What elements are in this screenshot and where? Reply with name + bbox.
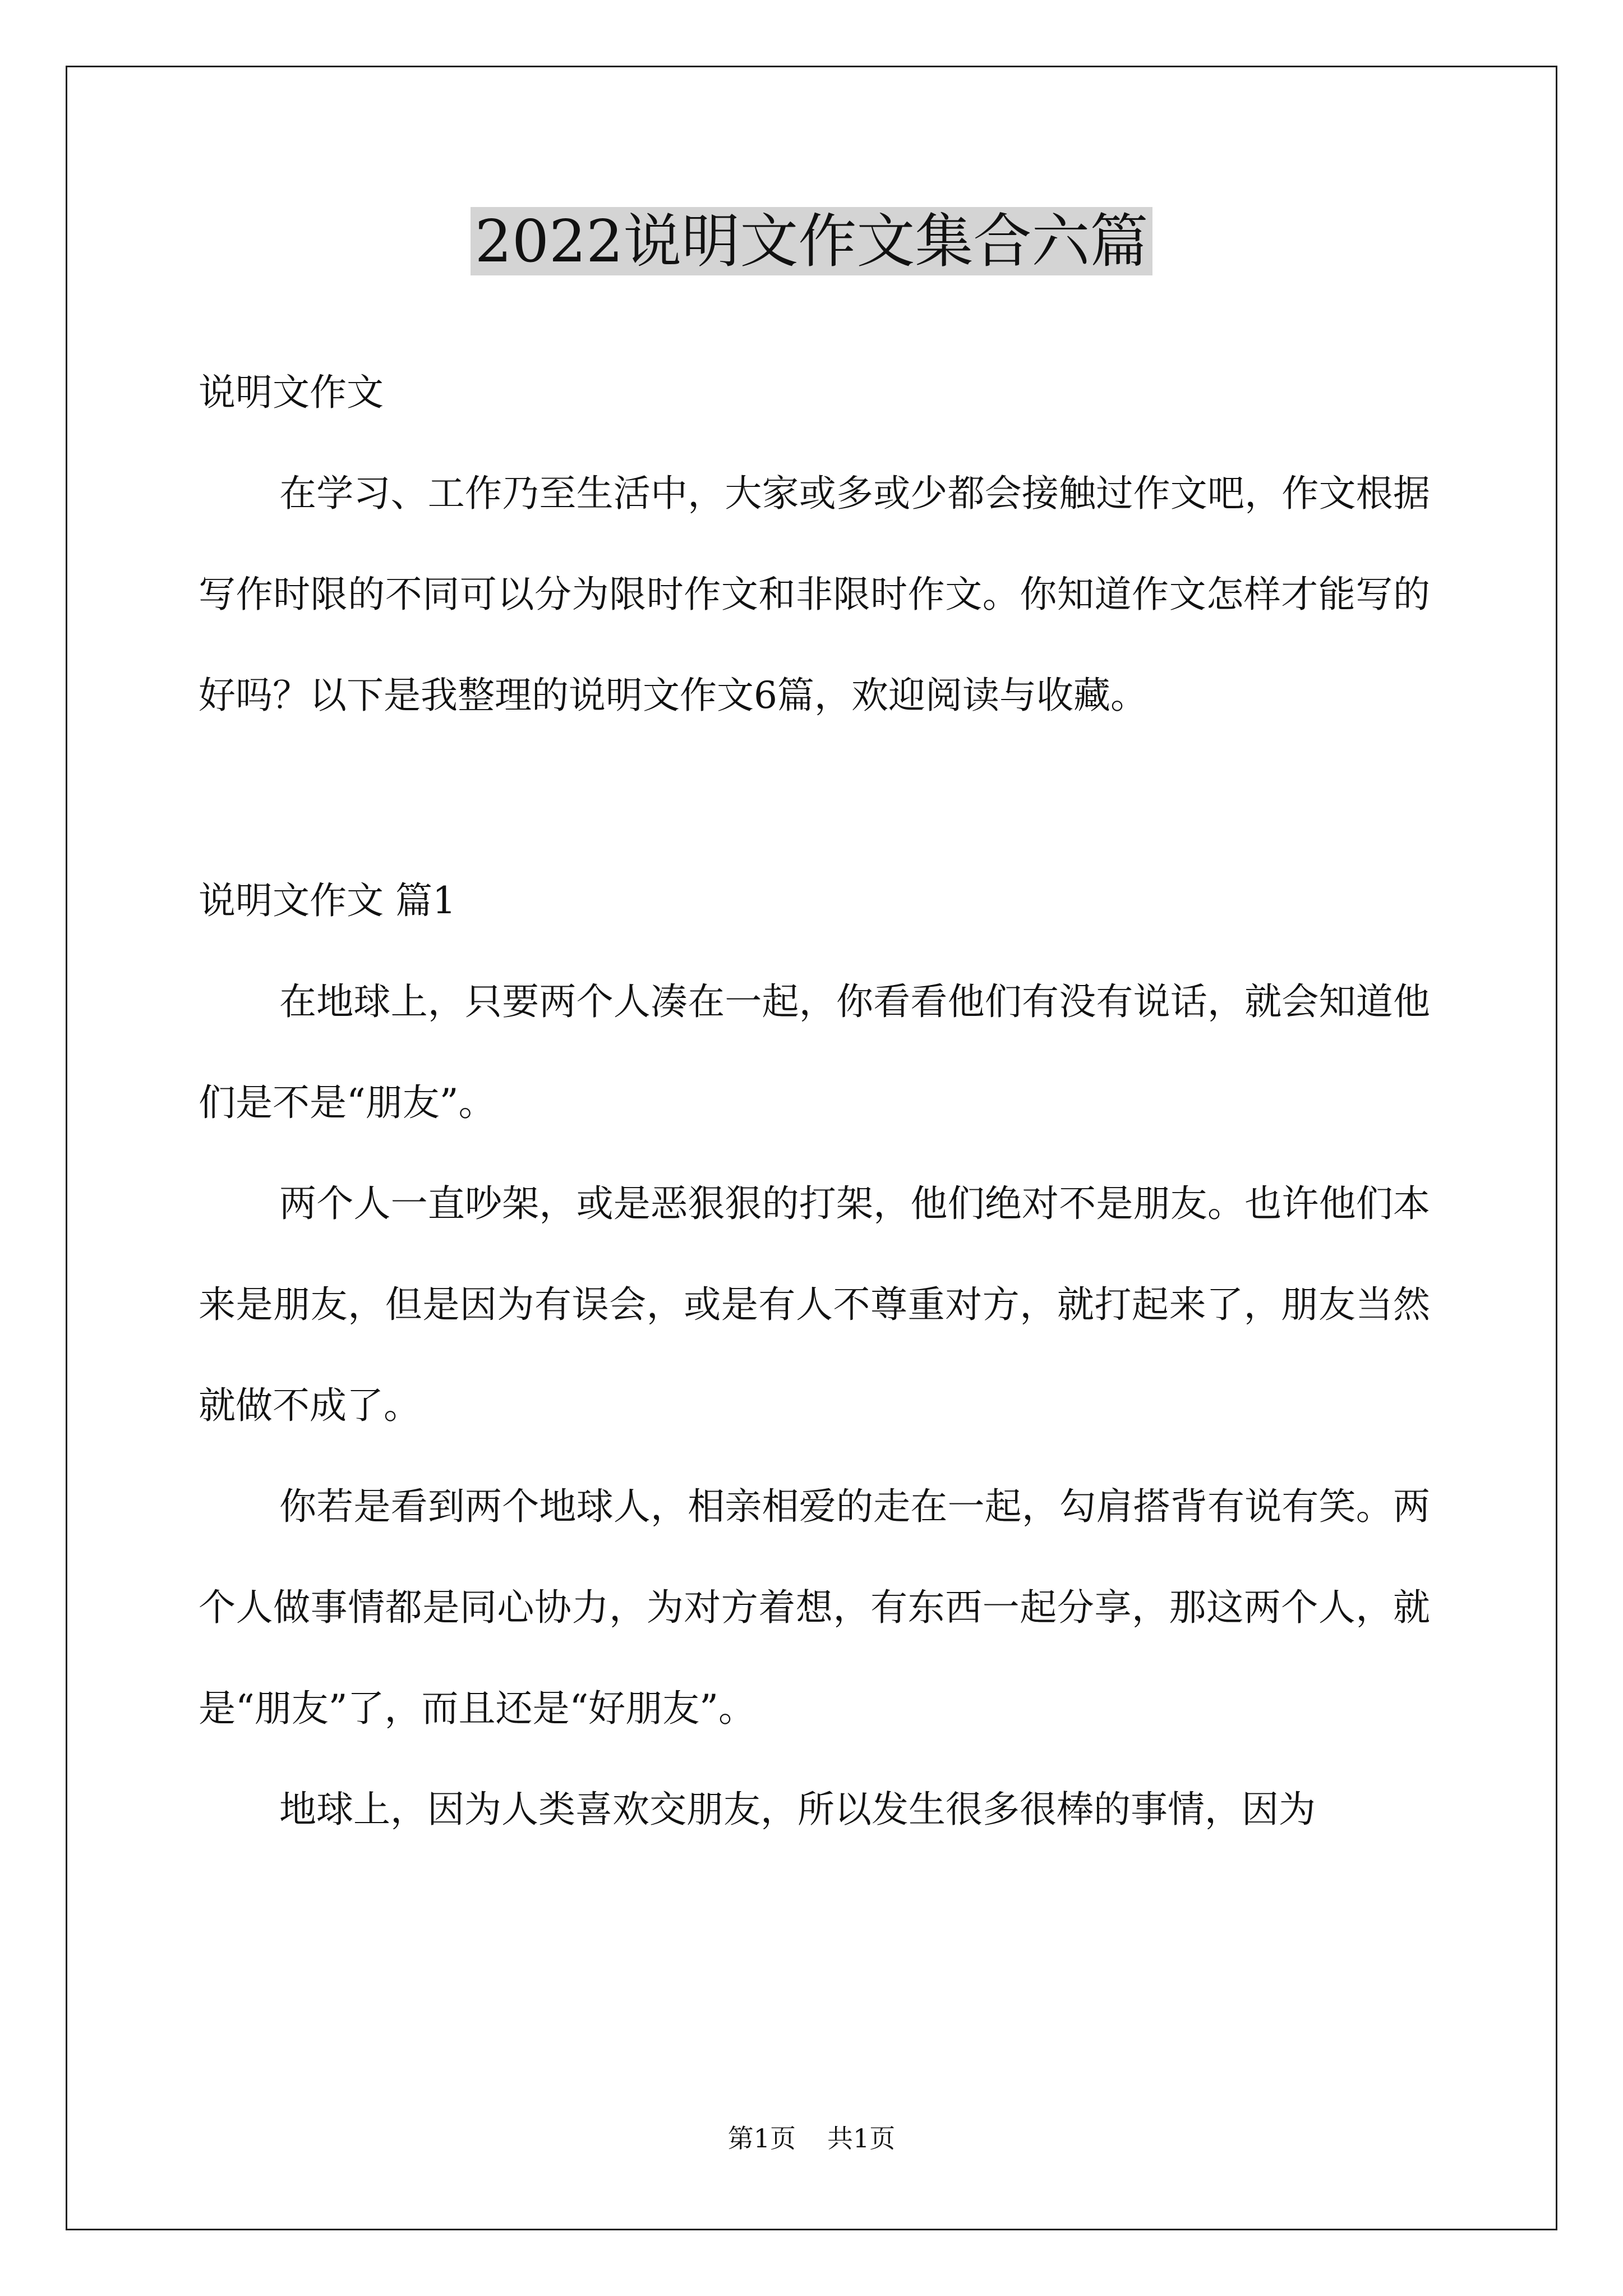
- page-footer: [0, 2122, 1623, 2155]
- section-heading: 说明文作文 篇1: [199, 879, 456, 922]
- page-number-total: 共1页: [827, 2123, 896, 2154]
- intro-paragraph: 在学习、工作乃至生活中，大家或多或少都会接触过作文吧，作文根据写作时限的不同可以分为限时作文和非限时作文。你知道作文怎样才能写的好吗？以下是我整理的说明文作文6篇，欢迎阅读与收藏。: [199, 472, 1430, 717]
- document-body: [199, 342, 1430, 1860]
- page-number-current: 第1页: [727, 2123, 796, 2154]
- body-paragraph: 在地球上，只要两个人凑在一起，你看看他们有没有说话，就会知道他们是不是“朋友”。: [199, 980, 1430, 1124]
- document-title-text: 2022说明文作文集合六篇: [471, 207, 1153, 275]
- body-paragraph: 地球上，因为人类喜欢交朋友，所以发生很多很棒的事情，因为: [279, 1788, 1316, 1831]
- body-paragraph: 两个人一直吵架，或是恶狠狠的打架，他们绝对不是朋友。也许他们本来是朋友，但是因为有误会，或是有人不尊重对方，就打起来了，朋友当然就做不成了。: [199, 1182, 1430, 1427]
- document-title: [0, 199, 1623, 283]
- section-spacer: [199, 746, 1430, 850]
- intro-heading: 说明文作文: [199, 371, 384, 414]
- body-paragraph: 你若是看到两个地球人，相亲相爱的走在一起，勾肩搭背有说有笑。两个人做事情都是同心协力，为对方着想，有东西一起分享，那这两个人，就是“朋友”了，而且还是“好朋友”。: [199, 1485, 1430, 1730]
